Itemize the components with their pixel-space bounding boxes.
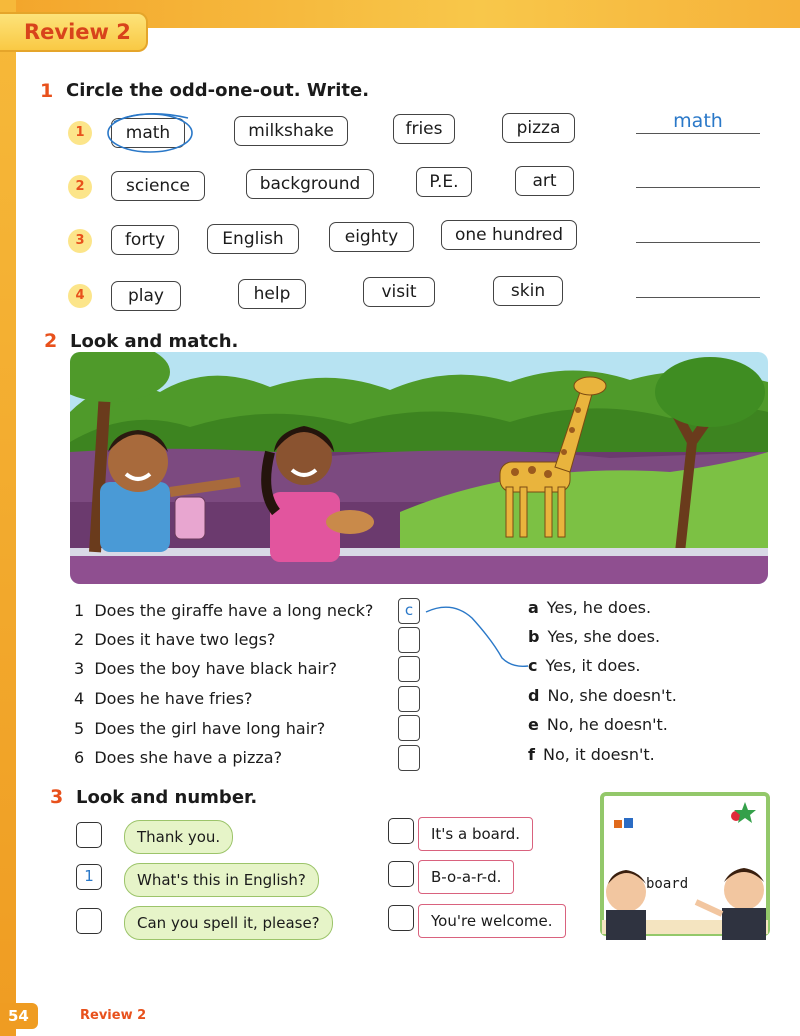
row-3-word-4[interactable]: one hundred bbox=[441, 220, 577, 250]
row-3-word-3[interactable]: eighty bbox=[329, 222, 414, 252]
row-4-word-4[interactable]: skin bbox=[493, 276, 563, 306]
answer-c-letter: c bbox=[528, 656, 538, 675]
answer-f bbox=[528, 745, 655, 764]
speech-bubble-whats-this: What's this in English? bbox=[124, 863, 319, 897]
question-2-text: Does it have two legs? bbox=[94, 630, 276, 649]
answer-b-text: Yes, she does. bbox=[547, 627, 661, 646]
section-1-number: 1 bbox=[40, 80, 54, 102]
answer-box-5[interactable] bbox=[398, 715, 420, 741]
speech-bubble-its-a-board: It's a board. bbox=[418, 817, 533, 851]
question-1-text: Does the giraffe have a long neck? bbox=[94, 601, 374, 620]
question-6 bbox=[74, 748, 282, 767]
row-1-number: 1 bbox=[68, 121, 92, 145]
answer-box-6[interactable] bbox=[398, 745, 420, 771]
number-box-1[interactable] bbox=[76, 822, 102, 848]
question-1 bbox=[74, 601, 373, 620]
number-box-5[interactable] bbox=[388, 861, 414, 887]
question-5 bbox=[74, 719, 325, 738]
match-line bbox=[422, 600, 532, 672]
question-2-number: 2 bbox=[74, 630, 85, 649]
question-3 bbox=[74, 659, 337, 678]
section-1-title: Circle the odd-one-out. Write. bbox=[66, 80, 370, 101]
page-number: 54 bbox=[0, 1003, 38, 1029]
board-word: board bbox=[646, 876, 689, 892]
answer-b bbox=[528, 627, 660, 646]
review-tab: Review 2 bbox=[0, 12, 148, 52]
answer-box-2[interactable] bbox=[398, 627, 420, 653]
row-3-number: 3 bbox=[68, 229, 92, 253]
answer-box-4[interactable] bbox=[398, 686, 420, 712]
row-1-answer[interactable]: math bbox=[673, 110, 723, 132]
footer-label: Review 2 bbox=[80, 1008, 147, 1023]
question-6-text: Does she have a pizza? bbox=[94, 748, 283, 767]
row-2-word-1[interactable]: science bbox=[111, 171, 205, 201]
question-4-text: Does he have fries? bbox=[94, 689, 253, 708]
question-4 bbox=[74, 689, 252, 708]
row-2-word-2[interactable]: background bbox=[246, 169, 374, 199]
row-2-number: 2 bbox=[68, 175, 92, 199]
speech-bubble-thank-you: Thank you. bbox=[124, 820, 233, 854]
left-band bbox=[0, 0, 16, 1036]
section-2-number: 2 bbox=[44, 330, 58, 352]
answer-d-letter: d bbox=[528, 686, 540, 705]
row-3-word-1[interactable]: forty bbox=[111, 225, 179, 255]
question-3-number: 3 bbox=[74, 659, 85, 678]
answer-c-text: Yes, it does. bbox=[545, 656, 641, 675]
question-4-number: 4 bbox=[74, 689, 85, 708]
speech-bubble-youre-welcome: You're welcome. bbox=[418, 904, 566, 938]
question-2 bbox=[74, 630, 275, 649]
question-5-text: Does the girl have long hair? bbox=[94, 719, 326, 738]
row-4-word-3[interactable]: visit bbox=[363, 277, 435, 307]
answer-box-3[interactable] bbox=[398, 656, 420, 682]
question-6-number: 6 bbox=[74, 748, 85, 767]
number-box-4[interactable] bbox=[388, 818, 414, 844]
answer-f-letter: f bbox=[528, 745, 535, 764]
answer-e-text: No, he doesn't. bbox=[546, 715, 668, 734]
answer-e-letter: e bbox=[528, 715, 539, 734]
answer-e bbox=[528, 715, 668, 734]
row-4-word-1[interactable]: play bbox=[111, 281, 181, 311]
row-2-word-3[interactable]: P.E. bbox=[416, 167, 472, 197]
row-1-word-2[interactable]: milkshake bbox=[234, 116, 348, 146]
circle-mark bbox=[104, 108, 196, 156]
answer-d-text: No, she doesn't. bbox=[547, 686, 677, 705]
question-5-number: 5 bbox=[74, 719, 85, 738]
number-box-6[interactable] bbox=[388, 905, 414, 931]
row-3-answer-line bbox=[636, 242, 760, 243]
question-1-number: 1 bbox=[74, 601, 85, 620]
section-3-number: 3 bbox=[50, 786, 64, 808]
number-box-2[interactable]: 1 bbox=[76, 864, 102, 890]
row-4-number: 4 bbox=[68, 284, 92, 308]
speech-bubble-spell-it: Can you spell it, please? bbox=[124, 906, 333, 940]
answer-f-text: No, it doesn't. bbox=[542, 745, 655, 764]
row-1-word-4[interactable]: pizza bbox=[502, 113, 575, 143]
answer-a-text: Yes, he does. bbox=[546, 598, 652, 617]
row-4-word-2[interactable]: help bbox=[238, 279, 306, 309]
row-3-word-2[interactable]: English bbox=[207, 224, 299, 254]
row-1-word-1[interactable]: math bbox=[111, 118, 185, 148]
row-2-answer-line bbox=[636, 187, 760, 188]
answer-b-letter: b bbox=[528, 627, 540, 646]
zoo-illustration bbox=[70, 352, 768, 584]
row-4-answer-line bbox=[636, 297, 760, 298]
question-3-text: Does the boy have black hair? bbox=[94, 659, 337, 678]
row-2-word-4[interactable]: art bbox=[515, 166, 574, 196]
classroom-board-illustration bbox=[600, 792, 770, 946]
answer-a bbox=[528, 598, 651, 617]
answer-a-letter: a bbox=[528, 598, 539, 617]
speech-bubble-spelling: B-o-a-r-d. bbox=[418, 860, 514, 894]
answer-box-1[interactable]: c bbox=[398, 598, 420, 624]
section-2-title: Look and match. bbox=[70, 331, 239, 352]
row-1-word-3[interactable]: fries bbox=[393, 114, 455, 144]
number-box-3[interactable] bbox=[76, 908, 102, 934]
answer-d bbox=[528, 686, 677, 705]
answer-c bbox=[528, 656, 641, 675]
row-1-answer-line bbox=[636, 133, 760, 134]
section-3-title: Look and number. bbox=[76, 787, 258, 808]
